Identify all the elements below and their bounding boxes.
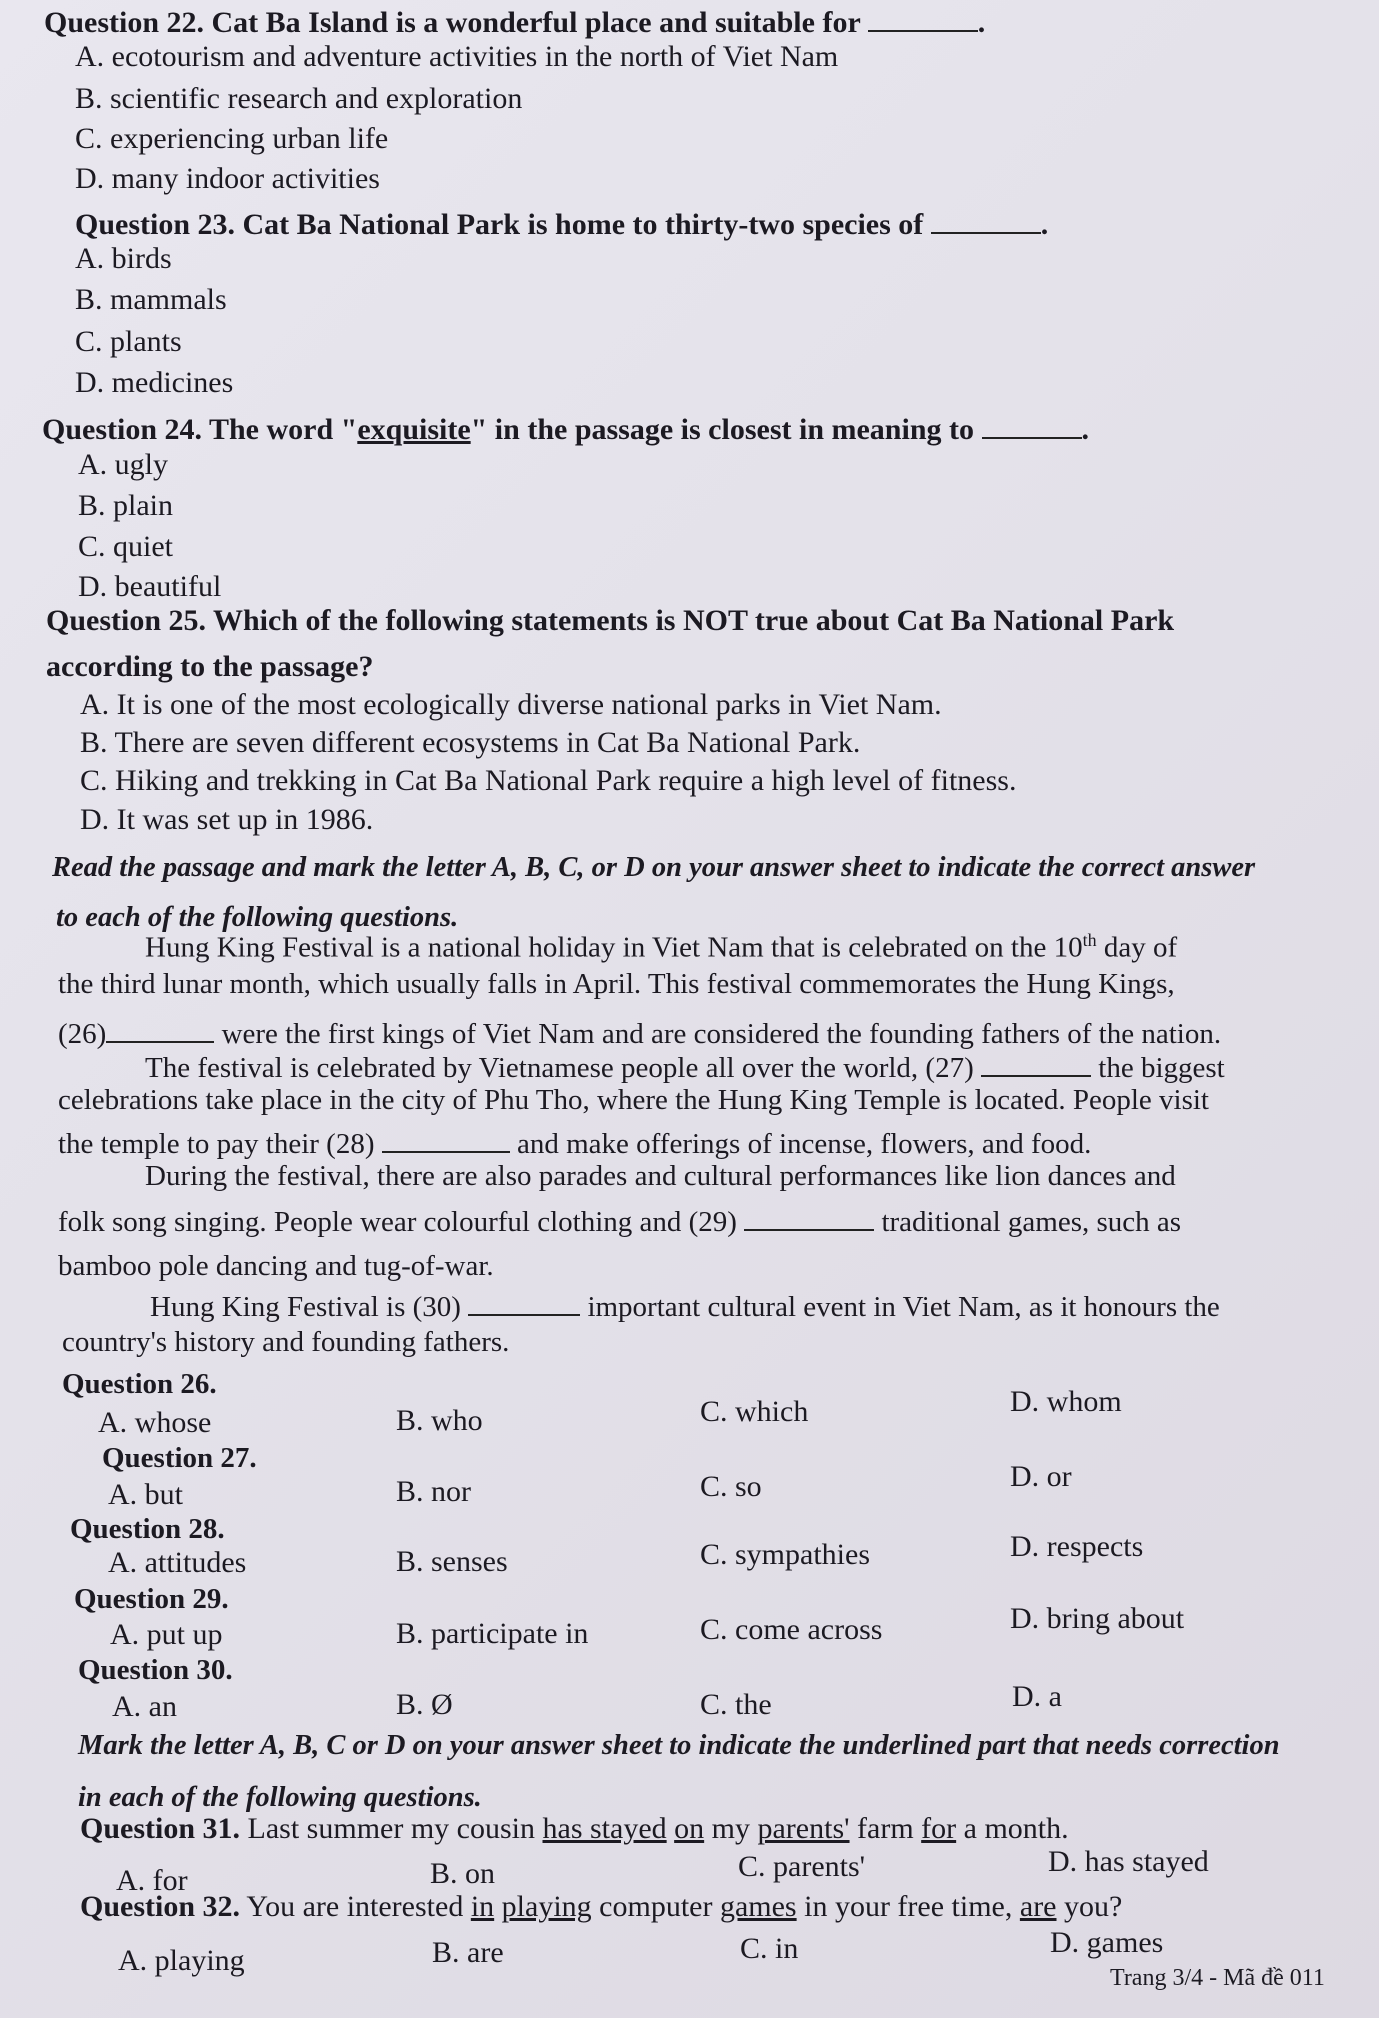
- question-32-stem: [80, 1890, 1122, 1924]
- question-27-option-c: C. so: [700, 1470, 762, 1503]
- question-32-option-c: C. in: [740, 1932, 799, 1965]
- passage-text: the temple to pay their (28): [58, 1128, 375, 1160]
- question-30-option-c: C. the: [700, 1688, 772, 1721]
- question-32-text: You are interested: [240, 1890, 471, 1923]
- passage-text: Hung King Festival is a national holiday in Viet Nam that is celebrated on the 10: [145, 931, 1083, 964]
- question-29-option-a: A. put up: [110, 1618, 223, 1651]
- question-25-option-d: D. It was set up in 1986.: [80, 803, 374, 836]
- answer-blank-29: [744, 1200, 874, 1231]
- answer-blank: [931, 202, 1041, 234]
- question-31-option-d: D. has stayed: [1048, 1845, 1209, 1878]
- question-29-label: Question 29.: [74, 1583, 229, 1615]
- question-31-text: my: [704, 1812, 758, 1845]
- question-32-option-a: A. playing: [118, 1944, 245, 1977]
- passage-line-4: [145, 1046, 1225, 1085]
- question-32-text: [494, 1890, 502, 1923]
- question-32-underlined-part: are: [1019, 1890, 1057, 1923]
- passage-line-8: [58, 1200, 1181, 1239]
- passage-text: day of: [1096, 931, 1178, 964]
- question-22-option-d: D. many indoor activities: [75, 162, 380, 195]
- question-28-label: Question 28.: [70, 1513, 225, 1545]
- question-31-label: Question 31.: [80, 1812, 241, 1845]
- question-25-option-a: A. It is one of the most ecologically diverse national parks in Viet Nam.: [80, 688, 942, 721]
- question-23-option-b: B. mammals: [75, 283, 227, 316]
- question-25-stem-line2: according to the passage?: [46, 650, 374, 683]
- question-32-underlined-part: games: [719, 1890, 797, 1923]
- passage-text: and make offerings of incense, flowers, and food.: [516, 1128, 1092, 1160]
- question-24-stem: [42, 407, 1089, 447]
- passage-text: folk song singing. People wear colourful clothing and (29): [58, 1206, 737, 1238]
- question-24-option-c: C. quiet: [78, 530, 173, 563]
- instruction-error-line1: Mark the letter A, B, C or D on your answer sheet to indicate the underlined part that needs correction: [78, 1730, 1280, 1761]
- question-28-option-b: B. senses: [396, 1545, 508, 1578]
- question-32-label: Question 32.: [80, 1890, 241, 1923]
- question-29-option-d: D. bring about: [1010, 1602, 1185, 1635]
- answer-blank-28: [382, 1122, 510, 1153]
- question-25-option-b: B. There are seven different ecosystems in Cat Ba National Park.: [80, 726, 861, 759]
- question-27-option-a: A. but: [108, 1478, 183, 1511]
- question-32-underlined-part: playing: [501, 1890, 592, 1923]
- passage-line-11: country's history and founding fathers.: [62, 1326, 510, 1358]
- passage-line-6: [58, 1122, 1091, 1161]
- answer-blank-30: [468, 1285, 580, 1316]
- passage-text: Hung King Festival is (30): [150, 1291, 461, 1323]
- passage-line-7: During the festival, there are also parades and cultural performances like lion dances and: [145, 1160, 1176, 1192]
- question-32-underlined-part: in: [470, 1890, 495, 1923]
- question-27-label: Question 27.: [102, 1442, 257, 1474]
- passage-text: the biggest: [1098, 1052, 1225, 1084]
- question-23-tail: .: [1040, 208, 1049, 241]
- question-32-text: computer: [591, 1890, 720, 1923]
- question-31-text: farm: [849, 1812, 922, 1845]
- passage-text: were the first kings of Viet Nam and are considered the founding fathers of the nation.: [221, 1018, 1222, 1050]
- passage-text: The festival is celebrated by Vietnamese people all over the world, (27): [145, 1052, 974, 1084]
- question-30-option-b: B. Ø: [396, 1688, 453, 1721]
- question-22-option-a: A. ecotourism and adventure activities in the north of Viet Nam: [75, 40, 839, 73]
- question-26-option-d: D. whom: [1010, 1385, 1122, 1418]
- question-24-option-b: B. plain: [78, 489, 173, 522]
- question-27-option-b: B. nor: [396, 1475, 471, 1508]
- question-24-text-b: " in the passage is closest in meaning to: [470, 413, 975, 446]
- question-24-underlined-word: exquisite: [357, 413, 471, 446]
- question-28-option-d: D. respects: [1010, 1530, 1144, 1563]
- question-22-stem: [44, 0, 985, 40]
- passage-line-9: bamboo pole dancing and tug-of-war.: [58, 1250, 494, 1282]
- answer-blank: [982, 407, 1082, 439]
- blank-label-26: (26): [58, 1018, 107, 1050]
- passage-line-10: [150, 1285, 1220, 1324]
- question-31-text: Last summer my cousin: [240, 1812, 543, 1845]
- question-32-option-d: D. games: [1050, 1926, 1164, 1959]
- question-26-label: Question 26.: [62, 1368, 217, 1400]
- question-23-text: Question 23. Cat Ba National Park is home to thirty-two species of: [75, 208, 924, 241]
- question-31-stem: [80, 1812, 1069, 1846]
- answer-blank-26: [106, 1012, 214, 1043]
- question-31-option-a: A. for: [116, 1864, 188, 1897]
- answer-blank: [868, 0, 978, 32]
- question-22-option-b: B. scientific research and exploration: [75, 82, 523, 115]
- question-27-option-d: D. or: [1010, 1460, 1072, 1493]
- question-32-text: in your free time,: [796, 1890, 1020, 1923]
- question-31-underlined-part: on: [674, 1812, 705, 1845]
- question-30-option-d: D. a: [1012, 1680, 1062, 1713]
- question-31-option-b: B. on: [430, 1857, 496, 1890]
- answer-blank-27: [981, 1046, 1091, 1077]
- question-31-text: a month.: [956, 1812, 1069, 1845]
- question-28-option-a: A. attitudes: [108, 1546, 247, 1579]
- question-23-option-d: D. medicines: [75, 366, 234, 399]
- question-31-underlined-part: for: [921, 1812, 957, 1845]
- question-22-text: Question 22. Cat Ba Island is a wonderful place and suitable for: [44, 6, 861, 39]
- question-22-option-c: C. experiencing urban life: [75, 122, 389, 155]
- question-23-option-a: A. birds: [75, 242, 172, 275]
- passage-line-2: the third lunar month, which usually falls in April. This festival commemorates the Hung Kings,: [58, 968, 1175, 1000]
- question-29-option-b: B. participate in: [396, 1617, 589, 1650]
- question-22-tail: .: [977, 6, 986, 39]
- page-footer: Trang 3/4 - Mã đề 011: [1110, 1965, 1325, 1991]
- question-26-option-b: B. who: [396, 1404, 483, 1437]
- passage-line-1: [145, 930, 1177, 965]
- question-25-stem-line1: Question 25. Which of the following statements is NOT true about Cat Ba National Park: [46, 604, 1175, 637]
- passage-text: important cultural event in Viet Nam, as it honours the: [587, 1291, 1220, 1323]
- question-31-option-c: C. parents': [738, 1850, 866, 1883]
- question-29-option-c: C. come across: [700, 1613, 883, 1646]
- instruction-reading-line2: to each of the following questions.: [56, 902, 459, 933]
- question-24-option-a: A. ugly: [78, 448, 168, 481]
- passage-superscript: th: [1082, 930, 1097, 950]
- question-26-option-a: A. whose: [98, 1406, 212, 1439]
- instruction-reading-line1: Read the passage and mark the letter A, B, C, or D on your answer sheet to indicate the correct answer: [52, 852, 1256, 883]
- instruction-error-line2: in each of the following questions.: [78, 1782, 482, 1813]
- question-25-option-c: C. Hiking and trekking in Cat Ba National Park require a high level of fitness.: [80, 764, 1017, 797]
- question-30-option-a: A. an: [112, 1690, 177, 1723]
- question-26-option-c: C. which: [700, 1395, 809, 1428]
- question-30-label: Question 30.: [78, 1654, 233, 1686]
- question-24-tail: .: [1081, 413, 1090, 446]
- passage-line-5: celebrations take place in the city of Phu Tho, where the Hung King Temple is located. People visit: [58, 1084, 1209, 1116]
- question-24-text-a: Question 24. The word ": [42, 413, 358, 446]
- question-24-option-d: D. beautiful: [78, 570, 222, 603]
- question-31-underlined-part: has stayed: [542, 1812, 667, 1845]
- question-32-option-b: B. are: [432, 1936, 504, 1969]
- question-32-text: you?: [1056, 1890, 1123, 1923]
- question-31-underlined-part: parents': [757, 1812, 850, 1845]
- question-23-option-c: C. plants: [75, 325, 182, 358]
- passage-text: traditional games, such as: [881, 1206, 1182, 1238]
- question-23-stem: [75, 202, 1048, 242]
- question-28-option-c: C. sympathies: [700, 1538, 870, 1571]
